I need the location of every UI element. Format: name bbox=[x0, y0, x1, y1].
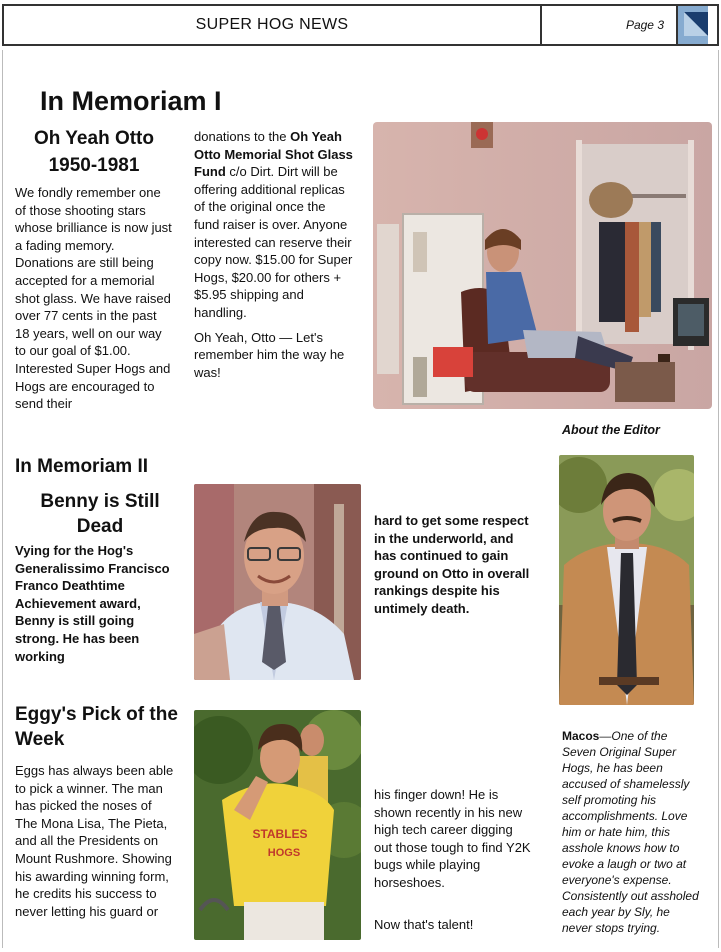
editor-name: Macos bbox=[562, 729, 600, 743]
editor-photo-caption: About the Editor bbox=[562, 423, 660, 437]
otto-room-photo bbox=[373, 122, 712, 409]
col2-lead: donations to the bbox=[194, 129, 287, 144]
col2-rest: c/o Dirt. Dirt will be offering additional replicas of the original once the fund raiser is over. Anyone interested can reserve their copy now. $15.00 for Super Hogs, $20.00 for others + $5.95 shipping and handling. bbox=[194, 164, 353, 320]
benny-photo bbox=[194, 484, 361, 680]
eggy-col2-end: Now that's talent! bbox=[374, 917, 474, 932]
eggy-heading: Eggy's Pick of the Week bbox=[15, 704, 178, 750]
newsletter-header bbox=[2, 4, 719, 46]
macos-photo bbox=[559, 455, 694, 705]
memoriam2-subtitle: Benny is Still Dead bbox=[40, 491, 160, 537]
memoriam1-col1: We fondly remember one of those shooting stars whose brilliance is now just a fading memory. Donations are still being accepted for a memorial shot glass. We have raised over 77 cents in the past 18 years, well on our way to our goal of $1.00. Interested Super Hogs and Hogs are encouraged to send their bbox=[15, 185, 172, 412]
eggy-col1: Eggs has always been able to pick a winner. The man has picked the noses of The Mona Lisa, The Pieta, and all the Presidents on Mount Rushmore. Showing his awarding winning form, he credits his success to never letting his guard or bbox=[15, 763, 174, 919]
eggy-photo bbox=[194, 710, 361, 940]
memoriam2-heading: In Memoriam II bbox=[15, 456, 149, 477]
shirt-text-line2: HOGS bbox=[267, 847, 301, 859]
memoriam1-years: 1950-1981 bbox=[48, 155, 140, 176]
memoriam1-heading: In Memoriam I bbox=[40, 86, 222, 116]
corner-logo-icon bbox=[678, 6, 717, 44]
newsletter-title: SUPER HOG NEWS bbox=[4, 6, 542, 44]
shirt-text-line1: STABLES bbox=[252, 827, 308, 841]
editor-bio-text: —One of the Seven Original Super Hogs, he has been accused of shamelessly self promoting his accomplishments. Love him or hate him, this asshole knows how to evoke a laugh or two at everyone's expense. Consistently out assholed each year by Sly, he never stops trying. bbox=[562, 729, 699, 935]
page-number: Page 3 bbox=[542, 6, 678, 44]
memoriam2-col1: Vying for the Hog's Generalissimo Francisco Franco Deathtime Achievement award, Benny is still going strong. He has been working bbox=[15, 543, 170, 664]
memoriam1-col2 bbox=[194, 128, 354, 381]
corner-logo bbox=[678, 6, 717, 44]
memoriam1-subtitle: Oh Yeah Otto bbox=[33, 128, 154, 149]
col2-end: Oh Yeah, Otto — Let's remember him the way he was! bbox=[194, 329, 345, 380]
memoriam2-col2: hard to get some respect in the underworld, and has continued to gain ground on Otto in overall rankings despite his untimely death. bbox=[374, 513, 530, 616]
memorial-fund-name: Oh Yeah Otto Memorial Shot Glass Fund bbox=[194, 129, 353, 180]
editor-bio bbox=[562, 728, 702, 936]
eggy-col2: his finger down! He is shown recently in his new high tech career digging out those tough to find Y2K bugs while playing horseshoes. bbox=[374, 787, 531, 890]
